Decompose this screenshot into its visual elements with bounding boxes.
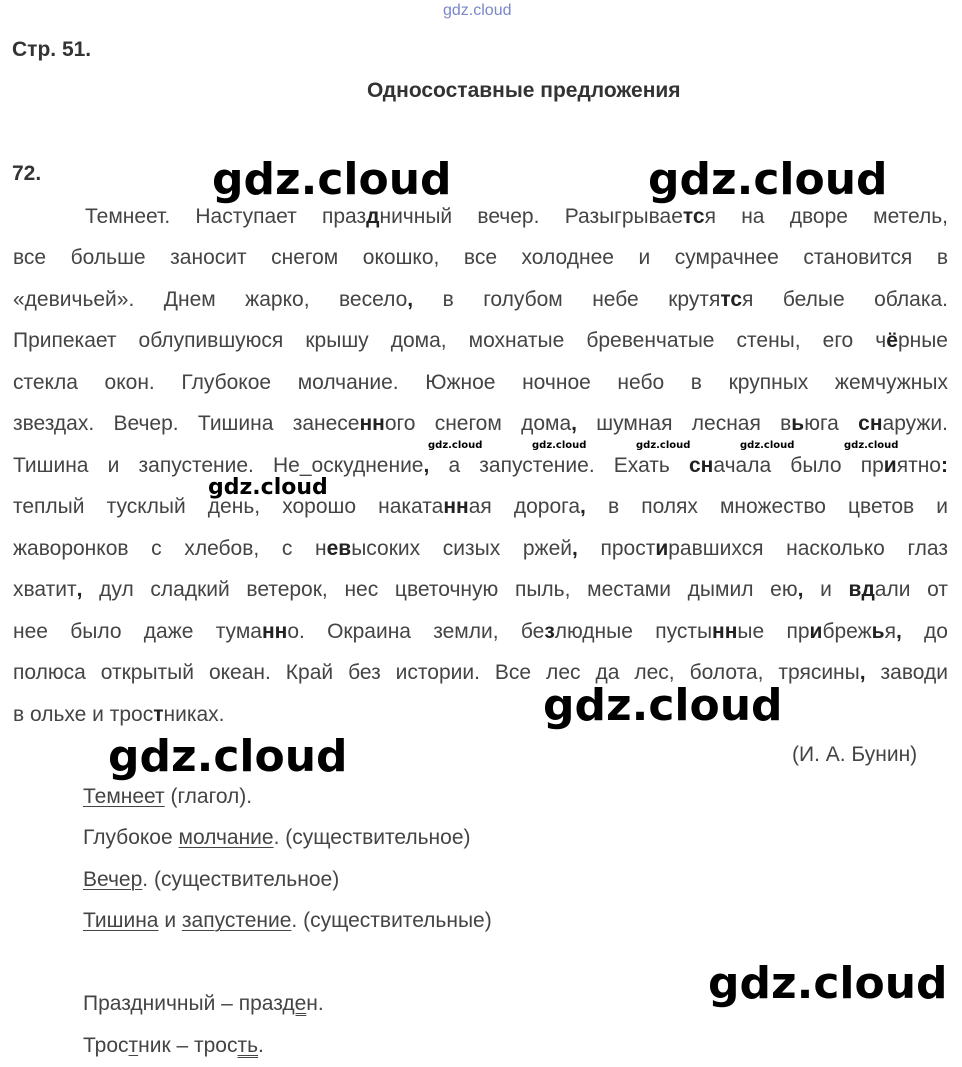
text-segment: али от <box>874 578 948 601</box>
text-segment: жаворонков с хлебов, с н <box>13 537 327 560</box>
highlighted-letters: нн <box>359 412 385 435</box>
text-segment: Тишина и запустение. Не_оскуднение <box>13 454 424 477</box>
text-segment: хватит <box>13 578 77 601</box>
highlighted-letters: тс <box>682 205 705 228</box>
text-segment: юга <box>804 412 859 435</box>
text-segment: в полях множество цветов и <box>585 495 948 518</box>
text-segment: никах. <box>163 703 225 726</box>
text-segment: шумная лесная в <box>576 412 792 435</box>
text-segment: . (существительное) <box>142 868 340 891</box>
text-segment: полюса открытый океан. Край без истории. Все лес да лес, болота, трясины <box>13 661 860 684</box>
text-line <box>13 537 948 561</box>
text-line <box>13 495 948 519</box>
text-line <box>13 620 948 644</box>
double-underlined-text: де <box>282 992 307 1015</box>
text-segment: равшихся насколько глаз <box>668 537 948 560</box>
text-segment: стекла окон. Глубокое молчание. Южное ночное небо в крупных жемчужных <box>13 371 948 394</box>
section-title: Односоставные предложения <box>367 79 681 102</box>
highlighted-letters: ь <box>871 620 885 643</box>
highlighted-letters: т <box>153 703 164 726</box>
watermark: gdz.cloud <box>740 440 795 451</box>
highlighted-letters: ь <box>791 412 805 435</box>
watermark: gdz.cloud <box>844 440 899 451</box>
highlighted-letters: и <box>655 537 669 560</box>
underlined-text: запустение <box>181 909 292 932</box>
text-line <box>85 205 948 229</box>
highlighted-letters: д <box>366 205 380 228</box>
text-line <box>13 412 948 436</box>
watermark: gdz.cloud <box>532 440 587 451</box>
text-segment: Припекает облупившуюся крышу дома, мохнатые бревенчатые стены, его ч <box>13 329 887 352</box>
text-segment: Глубокое <box>83 826 179 849</box>
text-segment: . <box>258 1034 264 1057</box>
text-segment: Праз <box>83 992 131 1015</box>
analysis-line <box>83 826 471 850</box>
text-line <box>13 246 948 270</box>
text-segment: ник – трос <box>138 1034 238 1057</box>
text-segment: до <box>901 620 948 643</box>
text-line <box>13 288 948 312</box>
word-pair-line <box>83 1034 264 1058</box>
text-segment: и <box>158 909 182 932</box>
text-line <box>13 703 225 727</box>
text-segment: ничный вечер. Разыгрывае <box>379 205 683 228</box>
analysis-line <box>83 868 339 892</box>
text-segment: и <box>820 578 849 601</box>
highlighted-letters: , <box>895 620 902 643</box>
text-segment: аружи. <box>882 412 948 435</box>
highlighted-letters: ев <box>326 537 352 560</box>
text-segment: ая дорога <box>468 495 581 518</box>
text-segment: в голубом небе крутя <box>413 288 721 311</box>
text-segment: заводи <box>865 661 948 684</box>
highlighted-letters: , <box>76 578 83 601</box>
text-segment: нее было даже тума <box>13 620 262 643</box>
watermark: gdz.cloud <box>708 958 948 1009</box>
text-segment: бреж <box>822 620 872 643</box>
text-segment: о. Окраина земли, бе <box>287 620 545 643</box>
text-line <box>13 329 948 353</box>
highlighted-letters: , <box>571 537 578 560</box>
underlined-text: молчание <box>178 826 274 849</box>
text-segment: я белые облака. <box>742 288 948 311</box>
text-line <box>13 661 948 685</box>
text-segment: звездах. Вечер. Тишина занесе <box>13 412 360 435</box>
highlighted-letters: : <box>941 454 948 477</box>
highlighted-letters: , <box>797 578 821 601</box>
highlighted-letters: и <box>809 620 823 643</box>
watermark: gdz.cloud <box>428 440 483 451</box>
highlighted-letters: , <box>423 454 430 477</box>
text-segment: ачала было пр <box>713 454 884 477</box>
highlighted-letters: нн <box>443 495 469 518</box>
text-segment: (глагол). <box>164 785 253 808</box>
analysis-line <box>83 785 252 809</box>
text-segment: прост <box>577 537 656 560</box>
text-line <box>13 578 948 602</box>
text-segment: . (существительные) <box>291 909 492 932</box>
underlined-text: Вечер <box>83 868 143 891</box>
text-segment: теплый тусклый день, хорошо наката <box>13 495 444 518</box>
highlighted-letters: и <box>883 454 897 477</box>
watermark: gdz.cloud <box>108 731 348 782</box>
highlighted-letters: нн <box>712 620 738 643</box>
highlighted-letters: нн <box>261 620 288 643</box>
highlighted-letters: , <box>580 495 586 518</box>
text-segment: н. <box>306 992 324 1015</box>
text-segment: дул сладкий ветерок, нес цветочную пыль, местами дымил ею <box>82 578 798 601</box>
highlighted-letters: , <box>407 288 414 311</box>
watermark: gdz.cloud <box>212 154 452 205</box>
watermark: gdz.cloud <box>208 475 328 500</box>
text-segment: ничный – праз <box>142 992 283 1015</box>
underlined-text: Тишина <box>83 909 159 932</box>
highlighted-letters: вд <box>848 578 875 601</box>
double-underlined-text: ть <box>237 1034 259 1057</box>
highlighted-letters: , <box>859 661 866 684</box>
text-line <box>13 371 948 395</box>
site-header-link[interactable]: gdz.cloud <box>443 2 512 19</box>
underlined-text: Темнеет <box>83 785 165 808</box>
text-segment: ого снегом дома <box>384 412 572 435</box>
word-pair-line <box>83 992 324 1016</box>
highlighted-letters: тс <box>720 288 743 311</box>
watermark: gdz.cloud <box>636 440 691 451</box>
highlighted-letters: , <box>571 412 577 435</box>
highlighted-letters: сн <box>689 454 714 477</box>
highlighted-letters: з <box>544 620 555 643</box>
text-line <box>13 454 948 478</box>
watermark: gdz.cloud <box>543 680 783 731</box>
text-segment: а запустение. Ехать <box>429 454 689 477</box>
author-credit: (И. А. Бунин) <box>792 743 918 766</box>
text-segment: «девичьей». Днем жарко, весело <box>13 288 408 311</box>
text-segment: я <box>884 620 896 643</box>
underlined-text: д <box>130 992 143 1015</box>
text-segment: рные <box>897 329 948 352</box>
text-segment: все больше заносит снегом окошко, все холоднее и сумрачнее становится в <box>13 246 948 269</box>
text-segment: людные пусты <box>554 620 713 643</box>
text-segment: Темнеет. Наступает праз <box>85 205 367 228</box>
text-segment: . (существительное) <box>273 826 471 849</box>
text-segment: в ольхе и трос <box>13 703 154 726</box>
highlighted-letters: ё <box>886 329 898 352</box>
underlined-text: т <box>128 1034 139 1057</box>
text-segment: Трос <box>83 1034 129 1057</box>
watermark: gdz.cloud <box>648 154 888 205</box>
text-segment: я на дворе метель, <box>704 205 948 228</box>
text-segment: ятно <box>896 454 941 477</box>
exercise-number: 72. <box>12 162 42 185</box>
text-segment: ые пр <box>737 620 810 643</box>
analysis-line <box>83 909 492 933</box>
highlighted-letters: сн <box>858 412 883 435</box>
page-reference: Стр. 51. <box>12 38 92 61</box>
text-segment: ысоких сизых ржей <box>351 537 572 560</box>
